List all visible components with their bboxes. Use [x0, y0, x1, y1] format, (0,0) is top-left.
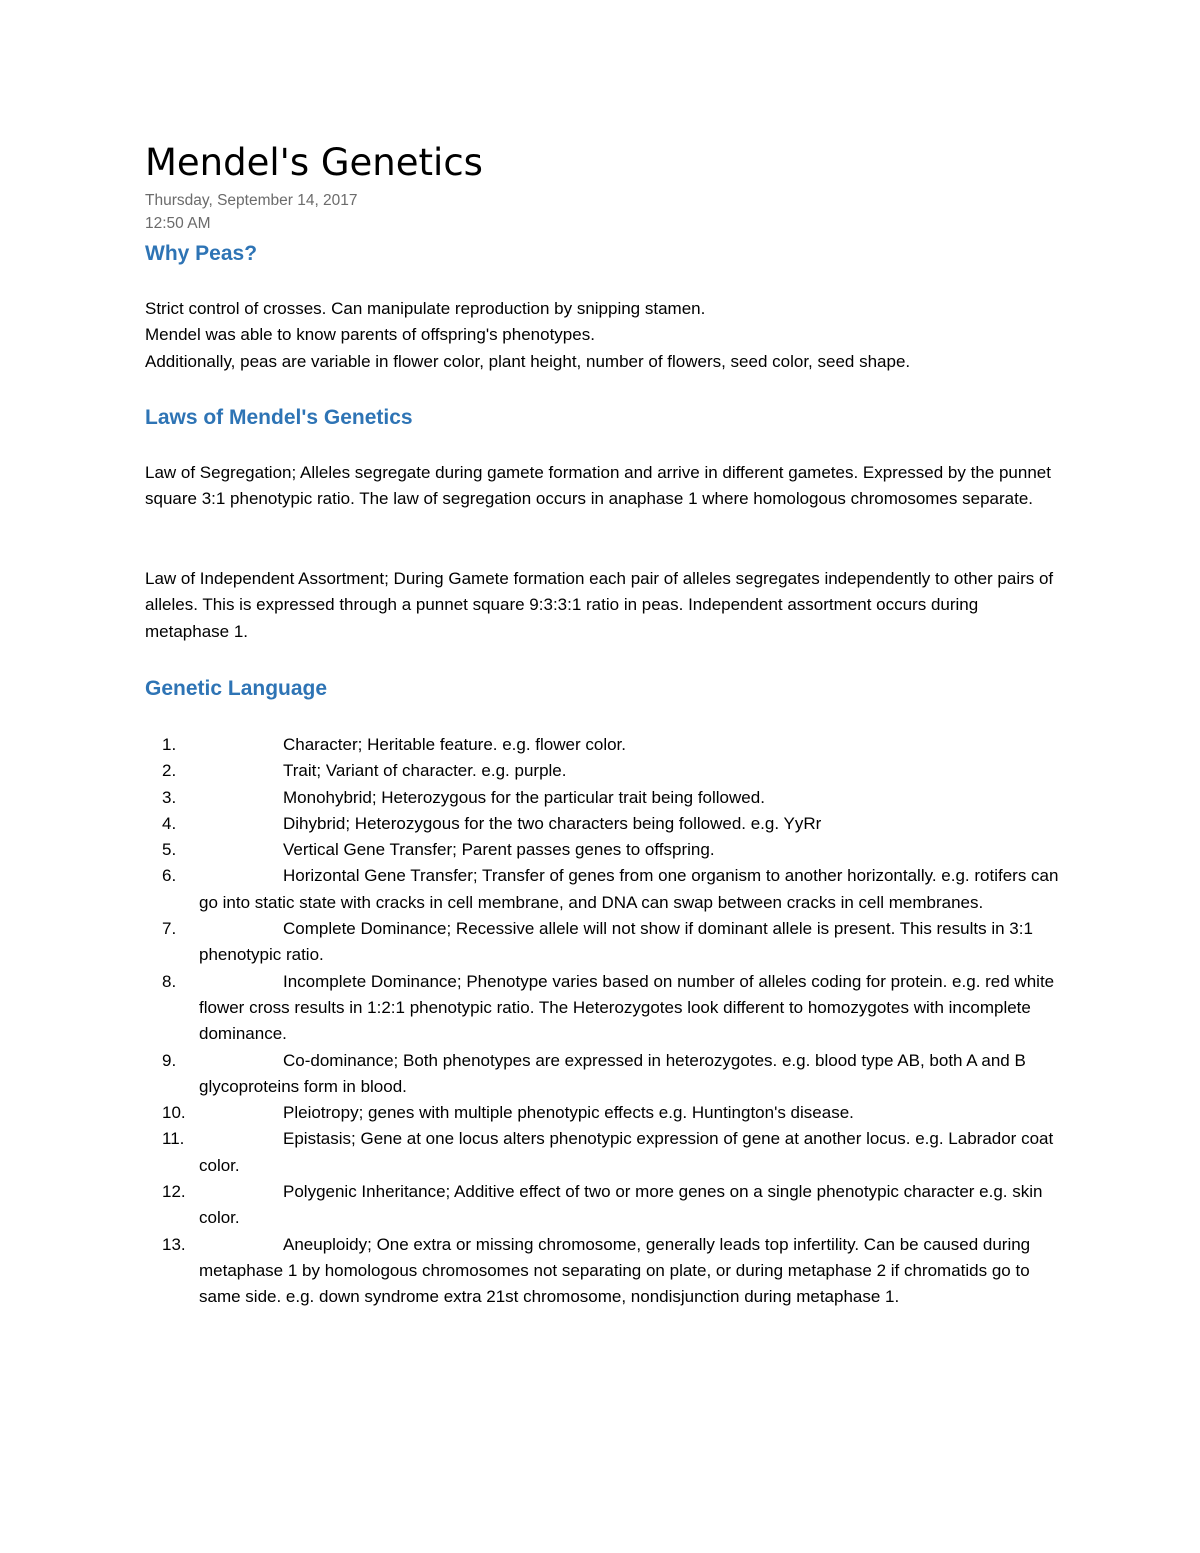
- list-item-text: Complete Dominance; Recessive allele will not show if dominant allele is present. This results in 3:1 phenotypic ratio.: [199, 919, 1033, 965]
- note-date: Thursday, September 14, 2017: [145, 192, 358, 209]
- list-item-number: 3.: [162, 787, 177, 807]
- list-item-number: 8.: [162, 971, 177, 991]
- list-item-text: Pleiotropy; genes with multiple phenotypic effects e.g. Huntington's disease.: [283, 1103, 854, 1123]
- list-item-text: Epistasis; Gene at one locus alters phenotypic expression of gene at another locus. e.g. Labrador coat color.: [199, 1129, 1054, 1175]
- list-item: [145, 1126, 1065, 1179]
- why-peas-line: Additionally, peas are variable in flower color, plant height, number of flowers, seed color, seed shape.: [145, 351, 911, 371]
- list-item-text: Trait; Variant of character. e.g. purple.: [283, 761, 567, 781]
- law-of-segregation-text: Law of Segregation; Alleles segregate during gamete formation and arrive in different gametes. Expressed by the punnet square 3:1 phenotypic ratio. The law of segregation occurs in anaphase 1 where homologous chromosomes separate.: [145, 463, 1051, 509]
- list-item: [145, 1232, 1065, 1311]
- list-item-number: 12.: [162, 1182, 186, 1202]
- list-item: [145, 785, 1065, 811]
- list-item-number: 5.: [162, 840, 177, 860]
- list-item-number: 11.: [162, 1129, 185, 1149]
- list-item: [145, 1179, 1065, 1232]
- note-time: 12:50 AM: [145, 215, 211, 232]
- heading-genetic-language: Genetic Language: [145, 677, 328, 700]
- list-item-text: Monohybrid; Heterozygous for the particular trait being followed.: [283, 787, 765, 807]
- list-item-text: Co-dominance; Both phenotypes are expressed in heterozygotes. e.g. blood type AB, both A and B glycoproteins form in blood.: [199, 1050, 1026, 1096]
- list-item-text: Polygenic Inheritance; Additive effect of two or more genes on a single phenotypic character e.g. skin color.: [199, 1182, 1043, 1228]
- list-item: [145, 732, 1065, 758]
- law-of-segregation-paragraph: [145, 460, 1065, 513]
- list-item-text: Horizontal Gene Transfer; Transfer of genes from one organism to another horizontally. e.g. rotifers can go into static state with cracks in cell membrane, and DNA can swap between cracks in cell membranes.: [199, 866, 1059, 912]
- law-of-independent-assortment-paragraph: [145, 566, 1065, 645]
- heading-why-peas: Why Peas?: [145, 242, 258, 265]
- list-item: [145, 758, 1065, 784]
- list-item-number: 6.: [162, 866, 177, 886]
- page-title: Mendel's Genetics: [145, 141, 483, 184]
- list-item-text: Character; Heritable feature. e.g. flower color.: [283, 735, 626, 754]
- list-item: [145, 811, 1065, 837]
- list-item: [145, 837, 1065, 863]
- list-item-number: 2.: [162, 761, 177, 781]
- genetic-language-list: [145, 732, 1065, 1311]
- list-item: [145, 1048, 1065, 1101]
- list-item-text: Dihybrid; Heterozygous for the two characters being followed. e.g. YyRr: [283, 813, 822, 833]
- why-peas-line: Strict control of crosses. Can manipulate reproduction by snipping stamen.: [145, 299, 706, 318]
- list-item: [145, 863, 1065, 916]
- why-peas-line: Mendel was able to know parents of offspring's phenotypes.: [145, 325, 595, 345]
- heading-laws: Laws of Mendel's Genetics: [145, 406, 413, 429]
- list-item-number: 1.: [162, 735, 177, 754]
- list-item-number: 13.: [162, 1234, 186, 1254]
- list-item: [145, 916, 1065, 969]
- list-item-number: 10.: [162, 1103, 186, 1123]
- list-item-number: 4.: [162, 813, 177, 833]
- list-item: [145, 969, 1065, 1048]
- why-peas-paragraph: [145, 296, 1065, 375]
- list-item: [145, 1100, 1065, 1126]
- list-item-number: 9.: [162, 1050, 177, 1070]
- law-of-independent-assortment-text: Law of Independent Assortment; During Gamete formation each pair of alleles segregates independently to other pairs of alleles. This is expressed through a punnet square 9:3:3:1 ratio in peas. Independent assortment occurs during metaphase 1.: [145, 569, 1054, 641]
- list-item-text: Aneuploidy; One extra or missing chromosome, generally leads top infertility. Can be caused during metaphase 1 by homologous chromosomes not separating on plate, or during metaphase 2 if chromatids go to same side. e.g. down syndrome extra 21st chromosome, nondisjunction during metaphase 1.: [199, 1234, 1031, 1307]
- list-item-number: 7.: [162, 919, 177, 939]
- list-item-text: Vertical Gene Transfer; Parent passes genes to offspring.: [283, 840, 715, 860]
- list-item-text: Incomplete Dominance; Phenotype varies based on number of alleles coding for protein. e.g. red white flower cross results in 1:2:1 phenotypic ratio. The Heterozygotes look different to homozygotes with incomplete dominance.: [199, 971, 1055, 1044]
